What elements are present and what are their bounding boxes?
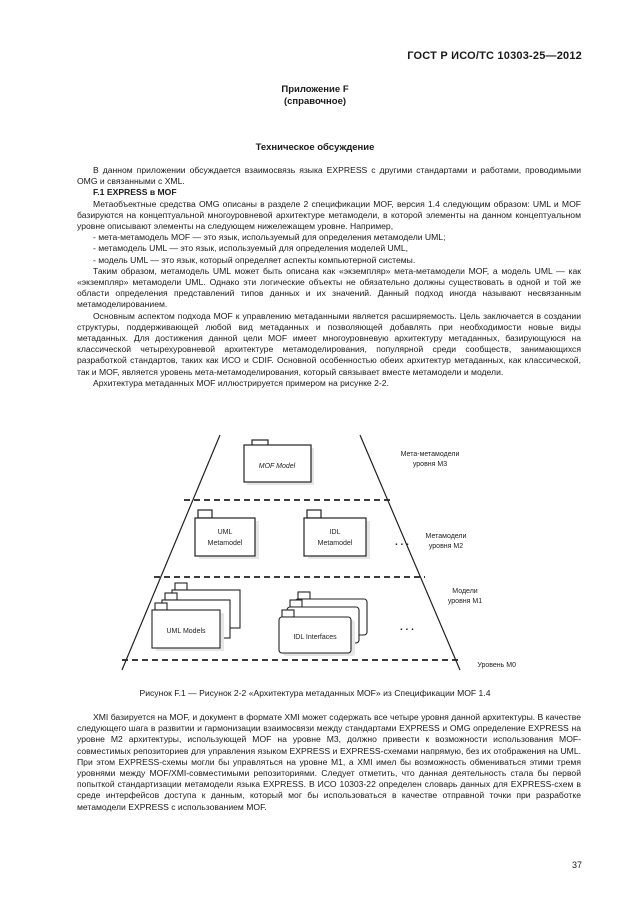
document-header: ГОСТ Р ИСО/ТС 10303-25—2012 xyxy=(407,50,582,62)
idl-interfaces-label: IDL Interfaces xyxy=(293,634,337,641)
level-m1-label-2: уровня M1 xyxy=(447,598,483,605)
idl-metamodel-package xyxy=(304,510,370,559)
figure-caption: Рисунок F.1 — Рисунок 2-2 «Архитектура метаданных MOF» из Спецификации MOF 1.4 xyxy=(139,688,491,698)
paragraph: XMI базируется на MOF, и документ в формате XMI может содержать все четыре уровня данной архитектуры. В качестве следующего шага в развитии и гармонизации взаимосвязи между стандартами EXPRESS и OMG определение EXPRESS на уровне M2 архитектуры, использующей MOF на уровне M3, должно привести к возможности использования MOF-совместимых репозиториев для управления языком EXPRESS и EXPRESS-схемами напрямую, без их отображения на UML. При этом EXPRESS-схемы могли бы управляться на уровне M1, а XMI имел бы возможность обмениваться этими тремя уровнями между MOF/XMI-совместимыми репозиториями. Следует отметить, что данная деятельность стала бы первой попыткой стандартизации метамодели языка EXPRESS. В ИСО 10303-22 определен словарь данных для EXPRESS-схем в среде интерфейсов доступа к данным, который мог бы использоваться в качестве отправной точки при разработке метамодели EXPRESS с использованием MOF. xyxy=(77,712,581,812)
level-m3-label-1: Мета-метамодели xyxy=(400,451,460,458)
annex-title: Приложение F xyxy=(281,84,349,95)
paragraph: Метаобъектные средства OMG описаны в разделе 2 спецификации MOF, версия 1.4 следующим образом: UML и MOF базируются на концептуальной многоуровневой архитектуре метамодели, в которой элементы на данном концептуальном уровне описывают элементы на следующем нижележащем уровне. Например, xyxy=(77,198,581,232)
section-heading: F.1 EXPRESS в MOF xyxy=(93,187,177,198)
idl-metamodel-label-1: IDL xyxy=(329,529,341,536)
annex-heading: Техническое обсуждение xyxy=(255,142,375,153)
pyramid-right-edge xyxy=(360,435,460,670)
level-m2-label-2: уровня M2 xyxy=(428,543,464,550)
paragraph: Таким образом, метамодель UML может быть описана как «экземпляр» мета-метамодели MOF, а модель UML — как «экземпляр» метамодели UML. Однако эти логические объекты не обязательно должны существовать в одной и той же области определения представлений типов данных и их значений. Данный подход иногда называют несвязанным метамоделированием. xyxy=(77,265,581,310)
annex-label xyxy=(0,84,630,108)
idl-interfaces-package-stack xyxy=(279,592,367,656)
intro-paragraph: В данном приложении обсуждается взаимосвязь языка EXPRESS с другими стандартами и работами, проводимыми OMG и связанными с XML. xyxy=(77,165,581,187)
level-m1-label-1: Модели xyxy=(452,588,478,595)
idl-metamodel-label-2: Metamodel xyxy=(317,540,353,547)
uml-metamodel-label-2: Metamodel xyxy=(207,540,243,547)
m2-ellipsis: . . . xyxy=(395,537,409,548)
uml-models-package-stack xyxy=(152,583,240,651)
level-m0-label: Уровень M0 xyxy=(477,662,516,669)
page-number: 37 xyxy=(571,860,582,870)
list-item: - метамодель UML — это язык, используемый для определения моделей UML, xyxy=(93,243,409,254)
closing-text xyxy=(77,712,581,813)
level-m2-label-1: Метамодели xyxy=(425,533,467,540)
level-m3-label-2: уровня M3 xyxy=(412,461,448,468)
annex-type: (справочное) xyxy=(283,96,347,107)
list-item: - модель UML — это язык, который определяет аспекты компьютерной системы. xyxy=(93,254,416,265)
list-item: - мета-метамодель MOF — это язык, используемый для определения метамодели UML; xyxy=(93,232,446,243)
paragraph: Основным аспектом подхода MOF к управлению метаданными является расширяемость. Цель заключается в создании структуры, поддерживающей любой вид метаданных и позволяющей добавлять при необходимости новые виды метаданных. Для достижения данной цели MOF имеет многоуровневую архитектуру метаданных, базирующуюся на классической четырехуровневой архитектуре метамоделирования, популярной среди сообществ, занимающихся разработкой стандартов, таких как ИСО и CDIF. Основной особенностью обеих архитектур метаданных, как классической, так и MOF, является уровень мета-метамоделирования, который связывает вместе метамодели и модели. xyxy=(77,310,581,377)
mof-model-package xyxy=(244,440,314,485)
paragraph: Архитектура метаданных MOF иллюстрируется примером на рисунке 2-2. xyxy=(93,377,389,388)
uml-metamodel-label-1: UML xyxy=(217,529,233,536)
body-text xyxy=(77,165,581,389)
uml-models-label: UML Models xyxy=(166,628,206,635)
mof-architecture-diagram xyxy=(120,430,520,680)
m1-ellipsis: . . . xyxy=(400,622,414,633)
mof-model-label: MOF Model xyxy=(258,463,296,470)
uml-metamodel-package xyxy=(195,510,259,559)
